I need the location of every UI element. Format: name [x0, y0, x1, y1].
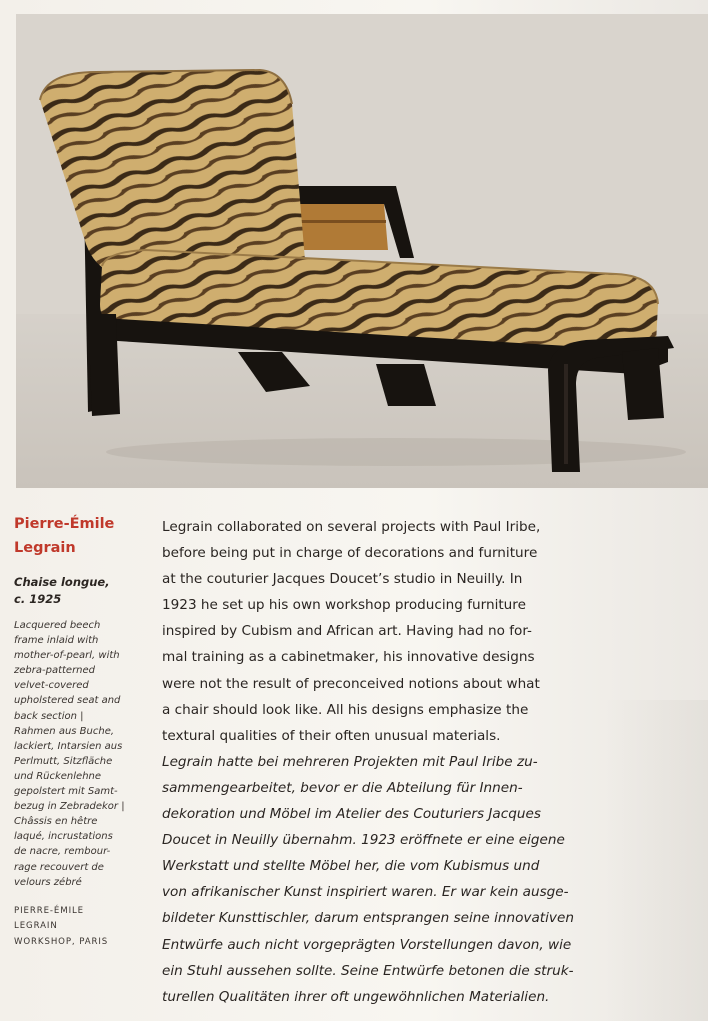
- english-paragraph: [162, 514, 580, 749]
- desc-line: gepolstert mit Samt-: [14, 786, 118, 798]
- english-line: mal training as a cabinetmaker, his innovative designs: [162, 649, 535, 666]
- title-line: Chaise longue,: [14, 575, 110, 589]
- credit-line: WORKSHOP, PARIS: [14, 936, 109, 947]
- german-line: sammengearbeitet, bevor er die Abteilung für Innen-: [162, 779, 523, 796]
- desc-line: upholstered seat and: [14, 695, 121, 707]
- desc-line: rage recouvert de: [14, 861, 104, 873]
- english-line: inspired by Cubism and African art. Having had no for-: [162, 623, 532, 640]
- english-line: textural qualities of their often unusual materials.: [162, 727, 501, 744]
- desc-line: Châssis en hêtre: [14, 816, 98, 828]
- caption-sidebar: [14, 512, 142, 950]
- desc-line: velvet-covered: [14, 680, 89, 692]
- english-line: were not the result of preconceived notions about what: [162, 675, 540, 692]
- page-bleed-shadow: [604, 700, 708, 1021]
- desc-line: Perlmutt, Sitzfläche: [14, 755, 113, 767]
- desc-line: Rahmen aus Buche,: [14, 725, 115, 737]
- german-line: von afrikanischer Kunst inspiriert waren. Er war kein ausge-: [162, 884, 569, 901]
- main-text: [162, 514, 580, 1010]
- desc-line: mother-of-pearl, with: [14, 650, 120, 662]
- german-line: turellen Qualitäten ihrer oft ungewöhnlichen Materialien.: [162, 988, 550, 1005]
- materials-description: [14, 618, 142, 890]
- german-line: Legrain hatte bei mehreren Projekten mit Paul Iribe zu-: [162, 753, 538, 770]
- work-title: [14, 574, 142, 608]
- desc-line: de nacre, rembour-: [14, 846, 111, 858]
- desc-line: lackiert, Intarsien aus: [14, 740, 123, 752]
- desc-line: zebra-patterned: [14, 665, 96, 677]
- desc-line: frame inlaid with: [14, 635, 99, 647]
- english-line: Legrain collaborated on several projects with Paul Iribe,: [162, 519, 541, 535]
- chaise-longue-illustration: [16, 14, 708, 488]
- german-line: Doucet in Neuilly übernahm. 1923 eröffnete er eine eigene: [162, 832, 565, 849]
- desc-line: und Rückenlehne: [14, 770, 102, 782]
- artist-line: Pierre-Émile: [14, 516, 115, 532]
- german-line: bildeter Kunsttischler, darum entsprangen seine innovativen: [162, 910, 574, 927]
- english-line: 1923 he set up his own workshop producing furniture: [162, 597, 526, 614]
- german-line: Entwürfe auch nicht vorgeprägten Vorstellungen davon, wie: [162, 936, 572, 953]
- german-line: dekoration und Möbel im Atelier des Couturiers Jacques: [162, 806, 541, 823]
- artist-name: [14, 512, 142, 560]
- desc-line: back section |: [14, 710, 84, 722]
- credit-line: LEGRAIN: [14, 921, 58, 932]
- workshop-credit: [14, 904, 142, 951]
- title-line: c. 1925: [14, 592, 62, 606]
- desc-line: Lacquered beech: [14, 620, 101, 631]
- german-line: ein Stuhl aussehen sollte. Seine Entwürfe betonen die struk-: [162, 962, 574, 979]
- desc-line: laqué, incrustations: [14, 831, 113, 843]
- english-line: a chair should look like. All his designs emphasize the: [162, 701, 529, 718]
- german-paragraph: [162, 749, 580, 1010]
- artist-line: Legrain: [14, 540, 76, 556]
- credit-line: PIERRE-ÉMILE: [14, 905, 85, 916]
- desc-line: bezug in Zebradekor |: [14, 801, 125, 813]
- chaise-longue-photo: [16, 14, 708, 488]
- german-line: Werkstatt und stellte Möbel her, die vom Kubismus und: [162, 858, 540, 875]
- desc-line: velours zébré: [14, 876, 82, 888]
- english-line: before being put in charge of decorations and furniture: [162, 545, 538, 562]
- english-line: at the couturier Jacques Doucet’s studio in Neuilly. In: [162, 571, 523, 588]
